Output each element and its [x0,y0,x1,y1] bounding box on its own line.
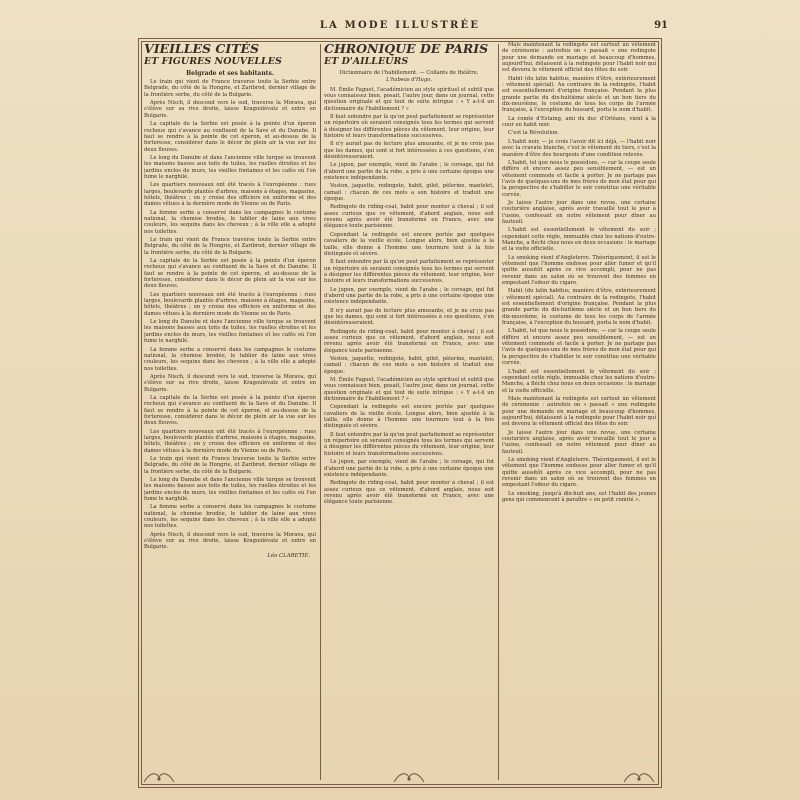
chronique-paragraph: Il faut entendre par là qu'on peut parfaitement se représenter un répertoire où seraient consignés tous les termes qui servent à désigner les différentes pièces du vêtement, leur origine, leur histoire et leurs transformations successives. [324,259,494,285]
chronique-paragraph: Le jupon, par exemple, vient de l'arabe ; le corsage, qui fut d'abord une partie de la robe, a pris à une certaine époque une existence indépendante. [324,459,494,478]
column-vieilles-cites [144,42,316,782]
chronique-title-line2: ET D'AILLEURS [324,56,409,68]
article-paragraph: La femme serbe a conservé dans les campagnes le costume national, la chemise brodée, le tablier de laine aux vives couleurs, les sequins dans les cheveux ; à la ville elle a adopté nos toilettes. [144,346,316,372]
article-paragraph: Le long du Danube et dans l'ancienne ville turque se trouvent les maisons basses aux toits de tuiles, les ruelles étroites et les jardins enclos de murs, les vieilles fontaines et les cafés où l'on fume le narghilé. [144,154,316,180]
article-paragraph: La femme serbe a conservé dans les campagnes le costume national, la chemise brodée, le tablier de laine aux vives couleurs, les sequins dans les cheveux ; à la ville elle a adopté nos toilettes. [144,209,316,235]
chronique-paragraph: Il faut entendre par là qu'on peut parfaitement se représenter un répertoire où seraient consignés tous les termes qui servent à désigner les différentes pièces du vêtement, leur origine, leur histoire et leurs transformations successives. [324,113,494,139]
chronique-paragraph: Il n'y aurait pas de lecture plus amusante, et je ne crois pas que les dames, qui sont si fort intéressées à ces questions, s'en désintéresseraient. [324,307,494,327]
article-paragraph: Après Nisch, il descend vers le sud, traverse la Morava, qui s'élève sur sa rive droite, laisse Kragouïévatz et entre en Bulgarie. [144,100,316,119]
article-title-line1: VIEILLES CITÉS [144,42,260,56]
continuation-paragraph: L'habit, tel que nous le possédons, — car la coupe seule diffère et encore assez peu sensiblement, — est un vêtement commode et facile à porter. Je ne partage pas l'avis de quelques-uns de mes frères de mon état pour qui la perspective de s'habiller le soir constitue une véritable corvée. [502,159,656,198]
continuation-paragraph: Mais maintenant la redingote est surtout un vêtement de cérémonie : autrefois on « passait » une redingote pour une demande en mariage et beaucoup d'hommes, aujourd'hui, délaissent à la redingote pour l'habit noir qui est devenu le vêtement officiel des fêtes du soir. [502,395,656,428]
column-divider-left [320,44,321,780]
article-subhead: Belgrade et ses habitants. [186,70,274,78]
article-paragraph: Les quartiers nouveaux ont été tracés à l'européenne : rues larges, boulevards plantés d'arbres, maisons à étages, magasins, hôtels, théâtres ; on y croise des officiers en uniforme et des dames vêtues à la dernière mode de Vienne ou de Paris. [144,291,316,317]
chronique-paragraph: Il faut entendre par là qu'on peut parfaitement se représenter un répertoire où seraient consignés tous les termes qui servent à désigner les différentes pièces du vêtement, leur origine, leur histoire et leurs transformations successives. [324,431,494,457]
continuation-paragraph: L'habit noir, — je crois l'avoir dit ici déjà, — l'habit noir avec la cravate blanche, c'est le vêtement du tiers, c'est la manière d'être des bourgeois d'une condition relevée. [502,138,656,158]
column-chronique [324,42,494,782]
chronique-title-line1: CHRONIQUE DE PARIS [324,42,489,56]
article-title-line2: ET FIGURES NOUVELLES [144,56,282,68]
article-paragraph: Le train qui vient de France traverse toute la Serbie entre Belgrade, du côté de la Hongrie, et Zaribrod, dernier village de la frontière serbe, du côté de la Bulgarie. [144,456,316,475]
chronique-paragraph: M. Émile Faguet, l'académicien au style spirituel et subtil que vous connaissez bien, posait, l'autre jour, dans un journal, cette question originale et qui tout de suite intrigue : « Y a-t-il un dictionnaire de l'habillement ? » [324,377,494,403]
article-paragraph: La capitale de la Serbie est posée à la pointe d'un éperon rocheux qui s'avance au confluent de la Save et du Danube. Il faut se rendre à la pointe de cet éperon, et au-dessus de la forteresse, considérer dans le décor de plein air la vue sur les deux fleuves. [144,258,316,290]
chronique-paragraph: Veston, jaquette, redingote, habit, gilet, pèlerine, mantelet, camail : chacun de ces mots a son histoire et traduit une époque. [324,183,494,203]
article-signature: Léo CLARETIE. [267,552,310,559]
page-number: 91 [654,20,668,31]
continuation-paragraph: Le smoking vient d'Angleterre. Théoriquement, il est le vêtement que l'homme endosse pour aller fumer et qu'il quitte aussitôt après ce vice accompli, pour ne pas revenir dans un salon où se trouvent des femmes en empestant l'odeur du cigare. [502,254,656,287]
chronique-paragraph: Il n'y aurait pas de lecture plus amusante, et je ne crois pas que les dames, qui sont si fort intéressées à ces questions, s'en désintéresseraient. [324,141,494,161]
column-continuation [502,42,656,782]
article-paragraph: La capitale de la Serbie est posée à la pointe d'un éperon rocheux qui s'avance au confluent de la Save et du Danube. Il faut se rendre à la pointe de cet éperon, et au-dessus de la forteresse, considérer dans le décor de plein air la vue sur les deux fleuves. [144,394,316,427]
masthead [0,16,800,38]
article-paragraph: Les quartiers nouveaux ont été tracés à l'européenne : rues larges, boulevards plantés d'arbres, maisons à étages, magasins, hôtels, théâtres ; on y croise des officiers en uniforme et des dames vêtues à la dernière mode de Vienne ou de Paris. [144,428,316,454]
chronique-paragraph: Redingote de riding-coat, habit pour monter à cheval ; il est assez curieux que ce vêtement, d'abord anglais, nous soit revenu après avoir été transformé en France, avec une élégance toute parisienne. [324,328,494,354]
continuation-paragraph: L'habit est essentiellement le vêtement du soir ; cependant cette règle, immuable chez les nations d'outre-Manche, a fléchi chez nous en deux occasions : le mariage et la visite officielle. [502,368,656,394]
continuation-paragraph: Mais maintenant la redingote est surtout un vêtement de cérémonie : autrefois on « passait » une redingote pour une demande en mariage et beaucoup d'hommes, aujourd'hui, délaissent à la redingote pour l'habit noir qui est devenu le vêtement officiel des fêtes du soir. [502,42,656,74]
continuation-paragraph: Je laisse l'autre jour dans une revue, une certaine couturière anglaise, après avoir travaillé tout le jour à l'usine, confessait en notre vêtement pour dîner au fauteuil. [502,429,656,455]
article-paragraph: Après Nisch, il descend vers le sud, traverse la Morava, qui s'élève sur sa rive droite, laisse Kragouïévatz et entre en Bulgarie. [144,373,316,393]
continuation-paragraph: C'est la Révolution. [508,130,560,137]
continuation-paragraph: Habit (du latin habitus, manière d'être, extérieurement : vêtement spécial). Au contraire de la redingote, l'habit est essentiellement d'origine française. Pendant la plus grande partie du dix-huitième siècle et un bon tiers du dix-neuvième, le costume de tous les corps de l'armée française, à l'exception du hussard, porta le nom d'habit. [502,288,656,327]
continuation-paragraph: L'habit, tel que nous le possédons, — car la coupe seule diffère et encore assez peu sensiblement, — est un vêtement commode et facile à porter. Je ne partage pas l'avis de quelques-uns de mes frères de mon état pour qui la perspective de s'habiller le soir constitue une véritable corvée. [502,328,656,367]
chronique-paragraph: Redingote de riding-coat, habit pour monter à cheval ; il est assez curieux que ce vêtement, d'abord anglais, nous soit revenu après avoir été transformé en France, avec une élégance toute parisienne. [324,480,494,506]
continuation-paragraph: La comte d'Estaing, ami du duc d'Orléans, vient à la cour en habit noir. [502,115,656,129]
continuation-paragraph: Je laisse l'autre jour dans une revue, une certaine couturière anglaise, après avoir travaillé tout le jour à l'usine, confessait en notre vêtement pour dîner au fauteuil. [502,199,656,225]
chronique-kicker: L'habeas d'Hugo. [386,76,432,83]
continuation-paragraph: Habit (du latin habitus, manière d'être, extérieurement : vêtement spécial). Au contraire de la redingote, l'habit est essentiellement d'origine française. Pendant la plus grande partie du dix-huitième siècle et un bon tiers du dix-neuvième, le costume de tous les corps de l'armée française, à l'exception du hussard, porta le nom d'habit. [502,75,656,114]
continuation-paragraph: Le smoking, jusqu'à dix-huit ans, est l'habit des jeunes gens qui commencent à paraître « en petit comité ». [502,490,656,504]
article-paragraph: Le train qui vient de France traverse toute la Serbie entre Belgrade, du côté de la Hongrie, et Zaribrod, dernier village de la frontière serbe, du côté de la Bulgarie. [144,237,316,256]
article-paragraph: Le long du Danube et dans l'ancienne ville turque se trouvent les maisons basses aux toits de tuiles, les ruelles étroites et les jardins enclos de murs, les vieilles fontaines et les cafés où l'on fume le narghilé. [144,477,316,503]
continuation-paragraph: L'habit est essentiellement le vêtement du soir ; cependant cette règle, immuable chez les nations d'outre-Manche, a fléchi chez nous en deux occasions : le mariage et la visite officielle. [502,227,656,253]
chronique-paragraph: Le jupon, par exemple, vient de l'arabe ; le corsage, qui fut d'abord une partie de la robe, a pris à une certaine époque une existence indépendante. [324,162,494,182]
article-paragraph: La capitale de la Serbie est posée à la pointe d'un éperon rocheux qui s'avance au confluent de la Save et du Danube. Il faut se rendre à la pointe de cet éperon, et au-dessus de la forteresse, considérer dans le décor de plein air la vue sur les deux fleuves. [144,121,316,153]
article-paragraph: Les quartiers nouveaux ont été tracés à l'européenne : rues larges, boulevards plantés d'arbres, maisons à étages, magasins, hôtels, théâtres ; on y croise des officiers en uniforme et des dames vêtues à la dernière mode de Vienne ou de Paris. [144,182,316,208]
chronique-paragraph: Cependant la redingote est encore portée par quelques cavaliers de la vieille école. Longue alors, bien ajustée à la taille, elle donne à l'homme une tournure tout à la fois distinguée et sévère. [324,231,494,257]
chronique-paragraph: Veston, jaquette, redingote, habit, gilet, pèlerine, mantelet, camail : chacun de ces mots a son histoire et traduit une époque. [324,356,494,375]
chronique-kicker: Dictionnaire de l'habillement. — Collants de théâtre. [339,70,479,77]
publication-title: LA MODE ILLUSTRÉE [319,20,481,31]
continuation-paragraph: Le smoking vient d'Angleterre. Théoriquement, il est le vêtement que l'homme endosse pour aller fumer et qu'il quitte aussitôt après ce vice accompli, pour ne pas revenir dans un salon où se trouvent des femmes en empestant l'odeur du cigare. [502,456,656,489]
column-divider-right [498,44,499,780]
chronique-paragraph: Redingote de riding-coat, habit pour monter à cheval ; il est assez curieux que ce vêtement, d'abord anglais, nous soit revenu après avoir été transformé en France, avec une élégance toute parisienne. [324,204,494,230]
article-paragraph: La femme serbe a conservé dans les campagnes le costume national, la chemise brodée, le tablier de laine aux vives couleurs, les sequins dans les cheveux ; à la ville elle a adopté nos toilettes. [144,504,316,530]
article-paragraph: Après Nisch, il descend vers le sud, traverse la Morava, qui s'élève sur sa rive droite, laisse Kragouïévatz et entre en Bulgarie. [144,531,316,551]
article-paragraph: Le train qui vient de France traverse toute la Serbie entre Belgrade, du côté de la Hongrie, et Zaribrod, dernier village de la frontière serbe, du côté de la Bulgarie. [144,79,316,98]
chronique-paragraph: M. Émile Faguet, l'académicien au style spirituel et subtil que vous connaissez bien, posait, l'autre jour, dans un journal, cette question originale et qui tout de suite intrigue : « Y a-t-il un dictionnaire de l'habillement ? » [324,86,494,112]
chronique-paragraph: Cependant la redingote est encore portée par quelques cavaliers de la vieille école. Longue alors, bien ajustée à la taille, elle donne à l'homme une tournure tout à la fois distinguée et sévère. [324,404,494,430]
article-paragraph: Le long du Danube et dans l'ancienne ville turque se trouvent les maisons basses aux toits de tuiles, les ruelles étroites et les jardins enclos de murs, les vieilles fontaines et les cafés où l'on fume le narghilé. [144,319,316,345]
chronique-paragraph: Le jupon, par exemple, vient de l'arabe ; le corsage, qui fut d'abord une partie de la robe, a pris à une certaine époque une existence indépendante. [324,286,494,306]
